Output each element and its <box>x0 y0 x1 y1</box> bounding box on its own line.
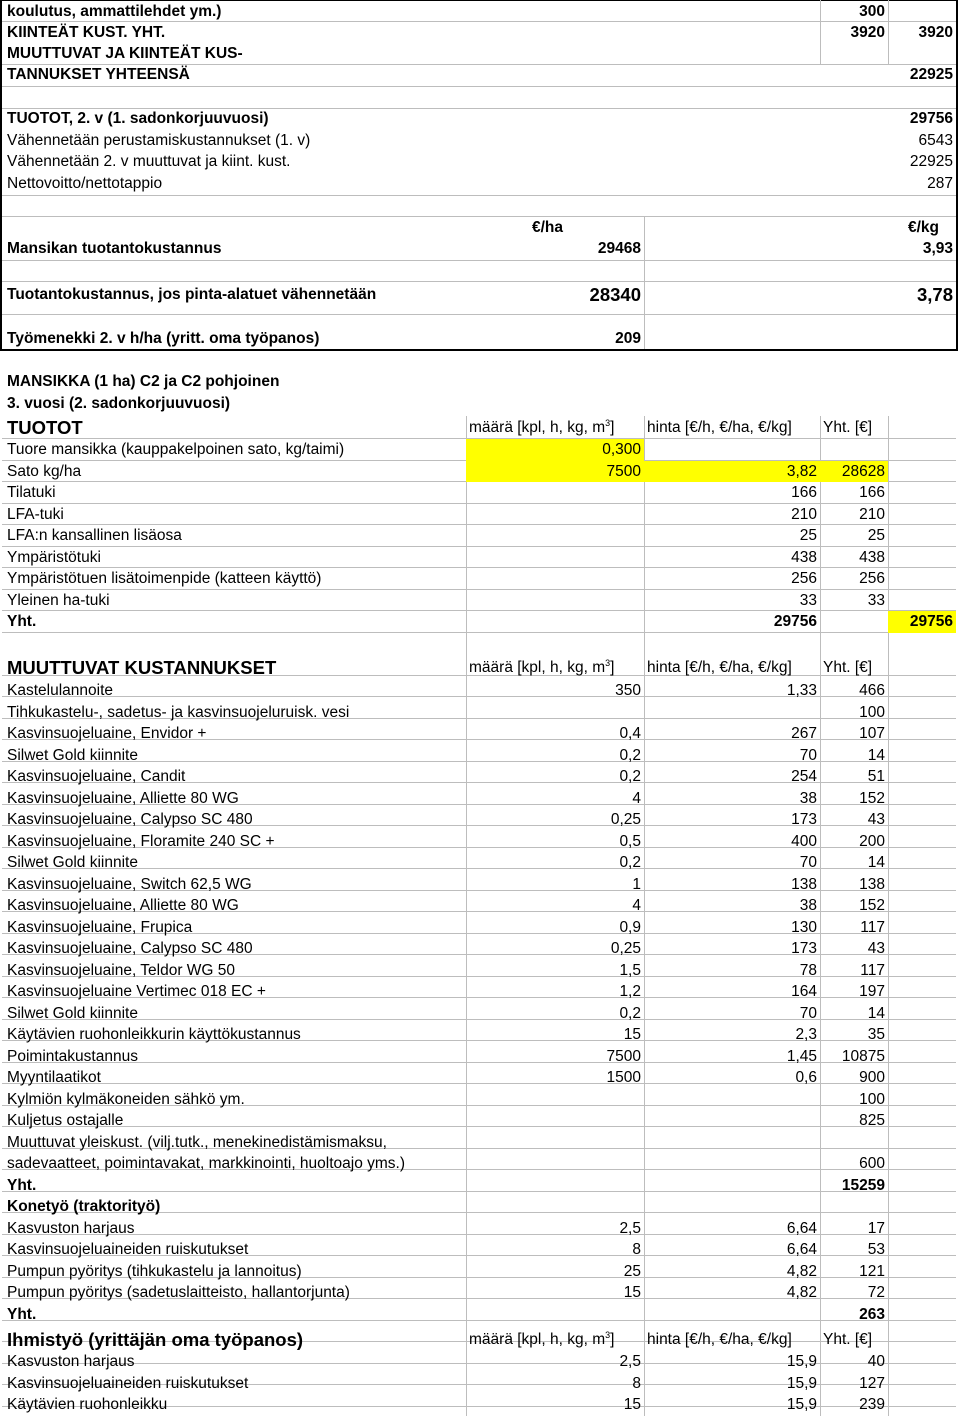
row-value: 3920 <box>850 24 885 41</box>
qty-cell <box>466 504 644 526</box>
sum-label: Yht. <box>7 1176 37 1194</box>
row-label: Tuotantokustannus, jos pinta-alatuet vähennetään <box>7 286 377 303</box>
sum-spacer <box>820 611 888 633</box>
total-cell <box>820 439 888 461</box>
table-row <box>0 1373 960 1395</box>
total-cell: 152 <box>859 789 885 807</box>
row-label: Poimintakustannus <box>7 1047 138 1065</box>
machine-sum-row <box>0 1304 960 1326</box>
summary-row <box>0 1 960 23</box>
table-row <box>0 590 960 612</box>
table-row <box>0 504 960 526</box>
price-cell: 38 <box>799 789 817 807</box>
section-title-line2: 3. vuosi (2. sadonkorjuuvuosi) <box>7 395 231 412</box>
total-cell: 10875 <box>841 1047 885 1065</box>
row-label: Silwet Gold kiinnite <box>7 854 138 871</box>
table-row <box>0 745 960 767</box>
qty-cell: 350 <box>615 682 641 699</box>
row-total: 3920 <box>918 24 953 41</box>
per-ha-header: €/ha <box>531 219 563 236</box>
price-cell: 166 <box>791 484 817 501</box>
row-label: Silwet Gold kiinnite <box>7 746 138 764</box>
table-row <box>0 439 960 461</box>
total-header: Yht. [€] <box>823 419 873 436</box>
row-label: Vähennetään 2. v muuttuvat ja kiint. kust. <box>7 153 291 170</box>
row-label: Muuttuvat yleiskust. (vilj.tutk., menekinedistämismaksu, <box>7 1133 387 1151</box>
qty-cell <box>466 1132 644 1154</box>
table-row <box>0 525 960 547</box>
total-cell: 127 <box>859 1374 885 1392</box>
qty-cell: 1 <box>632 875 641 893</box>
row-label: Kasvuston harjaus <box>7 1353 135 1370</box>
result-row <box>0 173 960 195</box>
row-label: LFA:n kansallinen lisäosa <box>7 527 182 544</box>
row-label: Vähennetään perustamiskustannukset (1. v) <box>7 132 311 149</box>
income-sum-row <box>0 611 960 633</box>
total-cell: 43 <box>867 811 885 828</box>
price-header: hinta [€/h, €/ha, €/kg] <box>647 659 792 676</box>
row-label: sadevaatteet, poimintavakat, markkinointi, huoltoajo yms.) <box>7 1155 406 1172</box>
sum-label: Yht. <box>7 613 37 630</box>
price-cell: 25 <box>799 527 817 544</box>
row-label: Kasvinsuojeluaine, Envidor + <box>7 725 207 742</box>
row-label: Käytävien ruohonleikku <box>7 1396 168 1413</box>
price-cell: 15,9 <box>786 1396 817 1413</box>
row-label: Tilatuki <box>7 484 56 501</box>
amount-header: määrä [kpl, h, kg, $m^3$] <box>469 417 615 436</box>
price-cell: 210 <box>791 505 817 523</box>
qty-cell: 0,2 <box>619 854 641 871</box>
qty-cell: 15 <box>623 1284 641 1301</box>
row-label: Kasvinsuojeluaine, Frupica <box>7 918 193 936</box>
price-cell <box>644 702 820 724</box>
row-value: 300 <box>859 3 885 20</box>
price-cell: 4,82 <box>786 1262 817 1280</box>
production-cost-reduced-row <box>0 284 960 306</box>
row-label: Kylmiön kylmäkoneiden sähkö ym. <box>7 1090 245 1108</box>
total-cell: 53 <box>867 1241 885 1258</box>
summary-row <box>0 43 960 65</box>
summary-row <box>0 22 960 44</box>
qty-cell <box>466 568 644 590</box>
table-row <box>0 938 960 960</box>
qty-cell: 15 <box>623 1396 641 1413</box>
row-label: Silwet Gold kiinnite <box>7 1004 138 1022</box>
table-row <box>0 1282 960 1304</box>
total-cell: 600 <box>859 1155 885 1172</box>
row-label: koulutus, ammattilehdet ym.) <box>7 3 222 20</box>
qty-cell: 2,5 <box>619 1353 641 1370</box>
price-cell: 267 <box>791 725 817 742</box>
row-label: LFA-tuki <box>7 505 64 523</box>
table-row <box>0 831 960 853</box>
price-cell: 78 <box>799 961 817 979</box>
total-cell <box>820 1132 888 1154</box>
total-cell: 825 <box>859 1112 885 1129</box>
per-kg-value: 3,93 <box>922 240 953 257</box>
machine-title: Konetyö (traktorityö) <box>7 1198 161 1215</box>
table-row <box>0 895 960 917</box>
total-cell: 14 <box>867 746 885 764</box>
price-cell <box>644 1110 820 1132</box>
total-cell: 200 <box>859 832 885 850</box>
price-cell: 70 <box>799 854 817 871</box>
table-row <box>0 917 960 939</box>
total-cell: 25 <box>867 527 885 544</box>
sum-total: 263 <box>859 1305 885 1323</box>
price-cell: 173 <box>791 811 817 828</box>
result-row <box>0 151 960 173</box>
labour-value: 209 <box>615 330 641 347</box>
price-cell <box>644 1089 820 1111</box>
variable-header-row <box>0 657 960 679</box>
table-row <box>0 568 960 590</box>
row-label: Sato kg/ha <box>7 462 82 480</box>
qty-cell: 4 <box>632 897 641 914</box>
price-cell <box>644 439 820 461</box>
row-label: Kasvinsuojeluaine, Calypso SC 480 <box>7 811 253 828</box>
row-label: Mansikan tuotantokustannus <box>7 240 222 257</box>
row-label: Kasvinsuojeluaine, Teldor WG 50 <box>7 961 236 979</box>
table-row <box>0 766 960 788</box>
table-row <box>0 1218 960 1240</box>
qty-cell: 7500 <box>606 1047 641 1065</box>
total-cell: 166 <box>859 484 885 501</box>
total-cell: 256 <box>859 570 885 587</box>
price-cell: 4,82 <box>786 1284 817 1301</box>
row-label: Myyntilaatikot <box>7 1069 101 1086</box>
price-cell: 6,64 <box>786 1241 817 1258</box>
qty-cell: 0,2 <box>619 768 641 785</box>
qty-cell <box>466 590 644 612</box>
price-cell: 6,64 <box>786 1219 817 1237</box>
qty-cell: 0,2 <box>619 1004 641 1022</box>
qty-cell: 0,25 <box>610 811 641 828</box>
qty-cell: 1,2 <box>619 983 641 1000</box>
human-header-row <box>0 1329 960 1351</box>
total-cell: 14 <box>867 854 885 871</box>
qty-cell: 1500 <box>606 1069 641 1086</box>
row-total: 22925 <box>909 153 953 170</box>
table-row <box>0 461 960 483</box>
qty-cell <box>466 547 644 569</box>
qty-cell <box>466 482 644 504</box>
total-cell: 138 <box>859 875 885 893</box>
variable-sum-row <box>0 1175 960 1197</box>
sum-total: 29756 <box>888 611 956 633</box>
total-cell: 900 <box>859 1069 885 1086</box>
unit-header-row <box>0 217 960 239</box>
per-ha-value: 28340 <box>589 284 641 305</box>
total-cell: 117 <box>860 918 885 936</box>
total-header: Yht. [€] <box>823 659 873 676</box>
qty-cell <box>466 1089 644 1111</box>
total-cell: 43 <box>867 940 885 957</box>
table-row <box>0 680 960 702</box>
row-label: Kasvuston harjaus <box>7 1219 135 1237</box>
row-label: Kasvinsuojeluaineiden ruiskutukset <box>7 1241 249 1258</box>
table-row <box>0 852 960 874</box>
price-cell <box>644 1132 820 1154</box>
qty-cell: 0,5 <box>619 832 641 850</box>
total-cell: 51 <box>867 768 885 785</box>
row-label: Kasvinsuojeluaine, Alliette 80 WG <box>7 789 239 807</box>
table-row <box>0 788 960 810</box>
table-row <box>0 960 960 982</box>
price-header: hinta [€/h, €/ha, €/kg] <box>647 1331 792 1348</box>
total-cell: 33 <box>867 591 885 609</box>
sum-total: 15259 <box>841 1176 885 1194</box>
total-cell: 239 <box>859 1396 885 1413</box>
price-cell: 438 <box>791 548 817 566</box>
table-row <box>0 1351 960 1373</box>
total-cell: 35 <box>867 1026 885 1043</box>
amount-header: määrä [kpl, h, kg, $m^3$] <box>469 1329 615 1348</box>
qty-cell: 1,5 <box>619 961 641 979</box>
total-cell: 197 <box>859 983 885 1000</box>
total-cell: 438 <box>859 548 885 566</box>
price-cell: 0,6 <box>795 1069 817 1086</box>
row-label: KIINTEÄT KUST. YHT. <box>7 24 166 41</box>
qty-cell: 2,5 <box>619 1219 641 1237</box>
machine-header-row <box>0 1196 960 1218</box>
table-row <box>0 1261 960 1283</box>
price-cell <box>644 1153 820 1175</box>
section-title-line1: MANSIKKA (1 ha) C2 ja C2 pohjoinen <box>7 373 280 390</box>
table-row <box>0 547 960 569</box>
income-title: TUOTOT <box>7 417 83 438</box>
production-cost-row <box>0 238 960 260</box>
total-header: Yht. [€] <box>823 1331 873 1348</box>
qty-cell <box>466 702 644 724</box>
table-row <box>0 482 960 504</box>
price-cell: 164 <box>791 983 817 1000</box>
table-row <box>0 1132 960 1154</box>
total-cell: 14 <box>867 1004 885 1022</box>
row-label: Kuljetus ostajalle <box>7 1112 124 1129</box>
total-cell: 28628 <box>820 461 888 483</box>
row-total: 29756 <box>909 110 953 127</box>
sum-label: Yht. <box>7 1305 37 1323</box>
table-row <box>0 874 960 896</box>
price-cell: 2,3 <box>795 1026 817 1043</box>
row-total: 6543 <box>918 132 953 149</box>
total-cell: 100 <box>859 1090 885 1108</box>
price-cell: 254 <box>791 768 817 785</box>
table-row <box>0 809 960 831</box>
row-label: Kasvinsuojeluaine, Floramite 240 SC + <box>7 832 275 850</box>
table-row <box>0 723 960 745</box>
qty-cell: 4 <box>632 789 641 807</box>
sum-price: 29756 <box>773 613 817 630</box>
qty-cell: 0,300 <box>466 439 644 461</box>
price-cell: 256 <box>791 570 817 587</box>
row-label: Yleinen ha-tuki <box>7 591 110 609</box>
result-row <box>0 108 960 130</box>
total-cell: 152 <box>859 897 885 914</box>
row-total: 287 <box>927 175 953 192</box>
total-cell: 72 <box>867 1284 885 1301</box>
total-cell: 100 <box>859 703 885 721</box>
table-row <box>0 1067 960 1089</box>
price-cell: 70 <box>799 746 817 764</box>
qty-cell: 7500 <box>466 461 644 483</box>
qty-cell: 0,9 <box>619 918 641 936</box>
qty-cell: 0,25 <box>610 940 641 957</box>
section-title <box>0 371 960 393</box>
total-cell: 121 <box>859 1262 885 1280</box>
price-cell: 15,9 <box>786 1353 817 1370</box>
price-cell: 138 <box>791 875 817 893</box>
total-cell: 117 <box>860 961 885 979</box>
row-label: Ympäristötuki <box>7 548 101 566</box>
qty-cell: 25 <box>623 1262 641 1280</box>
table-row <box>0 1394 960 1416</box>
variable-title: MUUTTUVAT KUSTANNUKSET <box>7 657 277 678</box>
total-cell: 210 <box>859 505 885 523</box>
row-label: Kasvinsuojeluaine, Calypso SC 480 <box>7 940 253 957</box>
row-label: Tihkukastelu-, sadetus- ja kasvinsuojeluruisk. vesi <box>7 703 350 721</box>
income-header-row <box>0 417 960 439</box>
row-label: Työmenekki 2. v h/ha (yritt. oma työpanos) <box>7 330 320 347</box>
row-label: Pumpun pyöritys (tihkukastelu ja lannoitus) <box>7 1262 302 1280</box>
qty-cell <box>466 1153 644 1175</box>
table-row <box>0 1046 960 1068</box>
qty-cell: 8 <box>632 1374 641 1392</box>
row-label: Kasvinsuojeluaine, Alliette 80 WG <box>7 897 239 914</box>
row-label: Kastelulannoite <box>7 682 113 699</box>
section-subtitle <box>0 393 960 415</box>
price-cell: 38 <box>799 897 817 914</box>
table-row <box>0 1153 960 1175</box>
table-row <box>0 981 960 1003</box>
total-cell: 40 <box>867 1353 885 1370</box>
price-cell: 173 <box>791 940 817 957</box>
row-label: MUUTTUVAT JA KIINTEÄT KUS- <box>7 45 243 62</box>
per-kg-value: 3,78 <box>916 284 953 305</box>
row-label: Kasvinsuojeluaine, Candit <box>7 768 186 785</box>
row-label: Pumpun pyöritys (sadetuslaitteisto, hallantorjunta) <box>7 1284 350 1301</box>
price-cell: 400 <box>791 832 817 850</box>
row-label: Kasvinsuojeluaine, Switch 62,5 WG <box>7 875 252 893</box>
per-ha-value: 29468 <box>597 240 641 257</box>
row-label: TUOTOT, 2. v (1. sadonkorjuuvuosi) <box>7 110 269 127</box>
qty-cell: 8 <box>632 1241 641 1258</box>
qty-cell <box>466 1110 644 1132</box>
row-label: Käytävien ruohonleikkurin käyttökustannus <box>7 1026 301 1043</box>
row-label: Tuore mansikka (kauppakelpoinen sato, kg/taimi) <box>7 441 345 458</box>
table-row <box>0 1239 960 1261</box>
qty-cell: 0,2 <box>619 746 641 764</box>
qty-cell: 15 <box>623 1026 641 1043</box>
total-cell: 107 <box>859 725 885 742</box>
total-cell: 466 <box>859 682 885 699</box>
table-row <box>0 1003 960 1025</box>
amount-header: määrä [kpl, h, kg, $m^3$] <box>469 657 615 676</box>
qty-cell: 0,4 <box>619 725 641 742</box>
price-cell: 3,82 <box>644 461 820 483</box>
qty-cell <box>466 525 644 547</box>
table-row <box>0 1110 960 1132</box>
price-cell: 1,33 <box>786 682 817 699</box>
result-row <box>0 130 960 152</box>
human-title: Ihmistyö (yrittäjän oma työpanos) <box>7 1329 304 1350</box>
price-header: hinta [€/h, €/ha, €/kg] <box>647 419 792 436</box>
labour-row <box>0 328 960 350</box>
total-cell: 17 <box>867 1219 885 1237</box>
row-label: TANNUKSET YHTEENSÄ <box>7 66 190 83</box>
row-label: Ympäristötuen lisätoimenpide (katteen käyttö) <box>7 570 322 587</box>
row-label: Nettovoitto/nettotappio <box>7 175 163 192</box>
row-total: 22925 <box>909 66 953 83</box>
price-cell: 130 <box>791 918 817 936</box>
table-row <box>0 1024 960 1046</box>
per-kg-header: €/kg <box>907 219 939 236</box>
row-label: Kasvinsuojeluaineiden ruiskutukset <box>7 1374 249 1392</box>
summary-row <box>0 64 960 86</box>
table-row <box>0 702 960 724</box>
price-cell: 33 <box>799 591 817 609</box>
table-row <box>0 1089 960 1111</box>
price-cell: 70 <box>799 1004 817 1022</box>
price-cell: 1,45 <box>786 1047 817 1065</box>
price-cell: 15,9 <box>786 1374 817 1392</box>
row-label: Kasvinsuojeluaine Vertimec 018 EC + <box>7 983 266 1000</box>
